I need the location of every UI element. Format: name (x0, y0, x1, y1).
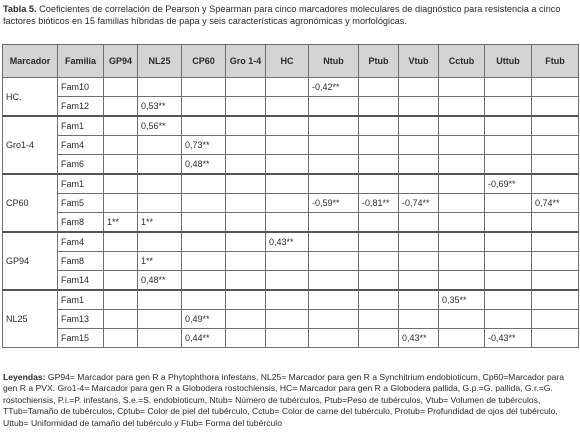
family-cell: Fam10 (58, 78, 104, 97)
family-cell: Fam1 (58, 290, 104, 310)
value-cell (399, 290, 439, 310)
value-cell: -0,43** (485, 329, 532, 348)
table-body (3, 78, 579, 348)
family-cell: Fam15 (58, 329, 104, 348)
value-cell (104, 78, 138, 97)
column-header: Familia (58, 45, 104, 78)
value-cell (226, 310, 266, 329)
value-cell (138, 232, 182, 252)
value-cell (399, 174, 439, 194)
value-cell (266, 97, 309, 117)
value-cell (182, 174, 226, 194)
legend-label: Leyendas: (3, 372, 46, 382)
table-row (3, 136, 579, 155)
legend-text: GP94= Marcador para gen R a Phytophthora infestans, NL25= Marcador para gen R a Synchitrium endobioticum, Cp60=Marcador para gen R a PVX. Gro1-4= Marcador para gen R a Globodera rostochiensis, HC= Marcador para gen R a Globodera pallida, G.p.=G. pallida, G.r.=G. rostochiensis, P.i.=P. infestans, S.e.=S. endobioticum, Ntub= Número de tubérculos, Ptub=Peso de tubérculos, Vtub= Volumen de tubérculos, TTub=Tamaño de tubérculos, Cptub= Color de piel del tubérculo, Cctub= Color de carne del tubérculo, Protub= Profundidad de ojos del tubérculo, Uttub= Uniformidad de tamaño del tubérculo y Ftub= Forma del tubérculo (3, 372, 565, 428)
column-header: Uttub (485, 45, 532, 78)
caption-text: Coeficientes de correlación de Pearson y Spearman para cinco marcadores moleculares de diagnóstico para resistencia a cinco factores bióticos en 15 familias híbridas de papa y seis características agronómicas y morfológicas. (3, 4, 561, 26)
value-cell (182, 252, 226, 271)
value-cell (399, 213, 439, 233)
value-cell: 0,43** (399, 329, 439, 348)
family-cell: Fam5 (58, 194, 104, 213)
value-cell (182, 213, 226, 233)
value-cell (532, 78, 579, 97)
table-row (3, 194, 579, 213)
value-cell (138, 155, 182, 175)
value-cell (439, 329, 485, 348)
value-cell (266, 271, 309, 291)
value-cell (359, 213, 399, 233)
value-cell (266, 213, 309, 233)
value-cell (359, 174, 399, 194)
value-cell (182, 271, 226, 291)
value-cell (266, 136, 309, 155)
marker-cell: Gro1-4 (3, 116, 58, 174)
family-cell: Fam14 (58, 271, 104, 291)
value-cell (266, 329, 309, 348)
value-cell: 0,48** (138, 271, 182, 291)
value-cell (226, 174, 266, 194)
value-cell (104, 194, 138, 213)
value-cell (359, 290, 399, 310)
value-cell (104, 174, 138, 194)
value-cell (104, 116, 138, 136)
value-cell: 0,53** (138, 97, 182, 117)
value-cell (439, 174, 485, 194)
value-cell (485, 78, 532, 97)
value-cell (532, 271, 579, 291)
value-cell (226, 213, 266, 233)
value-cell (532, 213, 579, 233)
value-cell (104, 155, 138, 175)
family-cell: Fam12 (58, 97, 104, 117)
table-row (3, 310, 579, 329)
value-cell (485, 290, 532, 310)
family-cell: Fam4 (58, 136, 104, 155)
value-cell (439, 136, 485, 155)
value-cell (439, 271, 485, 291)
value-cell (309, 116, 359, 136)
value-cell (226, 136, 266, 155)
value-cell (439, 213, 485, 233)
value-cell (399, 97, 439, 117)
column-header: NL25 (138, 45, 182, 78)
value-cell (439, 252, 485, 271)
value-cell (439, 194, 485, 213)
column-header: GP94 (104, 45, 138, 78)
table-row (3, 232, 579, 252)
value-cell (485, 252, 532, 271)
value-cell (439, 310, 485, 329)
value-cell (359, 116, 399, 136)
table-row (3, 78, 579, 97)
value-cell (309, 232, 359, 252)
value-cell (138, 136, 182, 155)
column-header: HC (266, 45, 309, 78)
column-header: Vtub (399, 45, 439, 78)
family-cell: Fam1 (58, 116, 104, 136)
value-cell (104, 290, 138, 310)
value-cell (182, 116, 226, 136)
value-cell (226, 290, 266, 310)
table-row (3, 174, 579, 194)
value-cell (104, 329, 138, 348)
value-cell (138, 329, 182, 348)
value-cell (532, 136, 579, 155)
marker-cell: GP94 (3, 232, 58, 290)
value-cell: -0,69** (485, 174, 532, 194)
value-cell (532, 329, 579, 348)
value-cell (226, 252, 266, 271)
value-cell (359, 310, 399, 329)
value-cell (485, 232, 532, 252)
table-header-row (3, 45, 579, 78)
value-cell (138, 78, 182, 97)
value-cell: 1** (104, 213, 138, 233)
table-row (3, 116, 579, 136)
value-cell: -0,42** (309, 78, 359, 97)
value-cell: 1** (138, 252, 182, 271)
value-cell (266, 78, 309, 97)
value-cell: 0,48** (182, 155, 226, 175)
value-cell (485, 194, 532, 213)
value-cell (399, 116, 439, 136)
value-cell (266, 310, 309, 329)
value-cell (532, 252, 579, 271)
value-cell (309, 310, 359, 329)
value-cell: 0,43** (266, 232, 309, 252)
value-cell (182, 290, 226, 310)
value-cell (309, 174, 359, 194)
value-cell (359, 252, 399, 271)
value-cell (439, 97, 485, 117)
table-caption (3, 3, 577, 27)
family-cell: Fam8 (58, 252, 104, 271)
value-cell (485, 155, 532, 175)
value-cell (309, 213, 359, 233)
value-cell (359, 271, 399, 291)
value-cell (226, 194, 266, 213)
value-cell (309, 252, 359, 271)
family-cell: Fam4 (58, 232, 104, 252)
value-cell (485, 213, 532, 233)
caption-label: Tabla 5. (3, 4, 37, 14)
value-cell (485, 271, 532, 291)
value-cell (104, 271, 138, 291)
value-cell (485, 136, 532, 155)
value-cell (532, 232, 579, 252)
value-cell (532, 155, 579, 175)
value-cell (309, 136, 359, 155)
marker-cell: HC. (3, 78, 58, 117)
value-cell: 0,56** (138, 116, 182, 136)
value-cell (399, 78, 439, 97)
value-cell (485, 116, 532, 136)
value-cell (266, 252, 309, 271)
value-cell (532, 116, 579, 136)
value-cell: 0,73** (182, 136, 226, 155)
column-header: Cctub (439, 45, 485, 78)
value-cell (266, 290, 309, 310)
value-cell (138, 174, 182, 194)
value-cell: 1** (138, 213, 182, 233)
value-cell (439, 116, 485, 136)
column-header: Ftub (532, 45, 579, 78)
value-cell (359, 232, 399, 252)
table-row (3, 271, 579, 291)
column-header: Ptub (359, 45, 399, 78)
correlation-table (2, 44, 579, 348)
value-cell (138, 310, 182, 329)
column-header: Ntub (309, 45, 359, 78)
value-cell: 0,74** (532, 194, 579, 213)
value-cell (182, 97, 226, 117)
value-cell (104, 97, 138, 117)
table-row (3, 290, 579, 310)
value-cell (226, 232, 266, 252)
value-cell (266, 155, 309, 175)
value-cell (485, 97, 532, 117)
value-cell (532, 174, 579, 194)
value-cell (399, 252, 439, 271)
legend (3, 372, 577, 429)
value-cell (266, 116, 309, 136)
family-cell: Fam8 (58, 213, 104, 233)
value-cell (359, 78, 399, 97)
value-cell (226, 271, 266, 291)
value-cell (399, 271, 439, 291)
value-cell (309, 155, 359, 175)
value-cell (266, 174, 309, 194)
value-cell (104, 310, 138, 329)
value-cell (399, 136, 439, 155)
value-cell (182, 78, 226, 97)
table-row (3, 329, 579, 348)
value-cell (182, 232, 226, 252)
value-cell (439, 155, 485, 175)
value-cell (359, 97, 399, 117)
value-cell (532, 290, 579, 310)
value-cell (399, 232, 439, 252)
family-cell: Fam1 (58, 174, 104, 194)
marker-cell: NL25 (3, 290, 58, 348)
value-cell: 0,35** (439, 290, 485, 310)
table-row (3, 155, 579, 175)
value-cell (226, 329, 266, 348)
value-cell (182, 194, 226, 213)
value-cell: 0,49** (182, 310, 226, 329)
value-cell (359, 136, 399, 155)
value-cell (439, 78, 485, 97)
value-cell: 0,44** (182, 329, 226, 348)
value-cell (104, 232, 138, 252)
family-cell: Fam13 (58, 310, 104, 329)
table-row (3, 252, 579, 271)
value-cell (104, 252, 138, 271)
column-header: Gro 1-4 (226, 45, 266, 78)
table-row (3, 213, 579, 233)
value-cell (309, 290, 359, 310)
value-cell (309, 97, 359, 117)
value-cell (532, 310, 579, 329)
value-cell (226, 155, 266, 175)
marker-cell: CP60 (3, 174, 58, 232)
column-header: Marcador (3, 45, 58, 78)
value-cell (226, 97, 266, 117)
value-cell (309, 329, 359, 348)
value-cell (104, 136, 138, 155)
value-cell (309, 271, 359, 291)
value-cell (138, 290, 182, 310)
value-cell (226, 116, 266, 136)
table-row (3, 97, 579, 117)
family-cell: Fam6 (58, 155, 104, 175)
value-cell (439, 232, 485, 252)
value-cell (399, 310, 439, 329)
value-cell (485, 310, 532, 329)
value-cell (359, 329, 399, 348)
value-cell (266, 194, 309, 213)
value-cell (226, 78, 266, 97)
value-cell (532, 97, 579, 117)
value-cell (359, 155, 399, 175)
column-header: CP60 (182, 45, 226, 78)
value-cell: -0,59** (309, 194, 359, 213)
value-cell (399, 155, 439, 175)
value-cell (138, 194, 182, 213)
value-cell: -0,81** (359, 194, 399, 213)
value-cell: -0,74** (399, 194, 439, 213)
